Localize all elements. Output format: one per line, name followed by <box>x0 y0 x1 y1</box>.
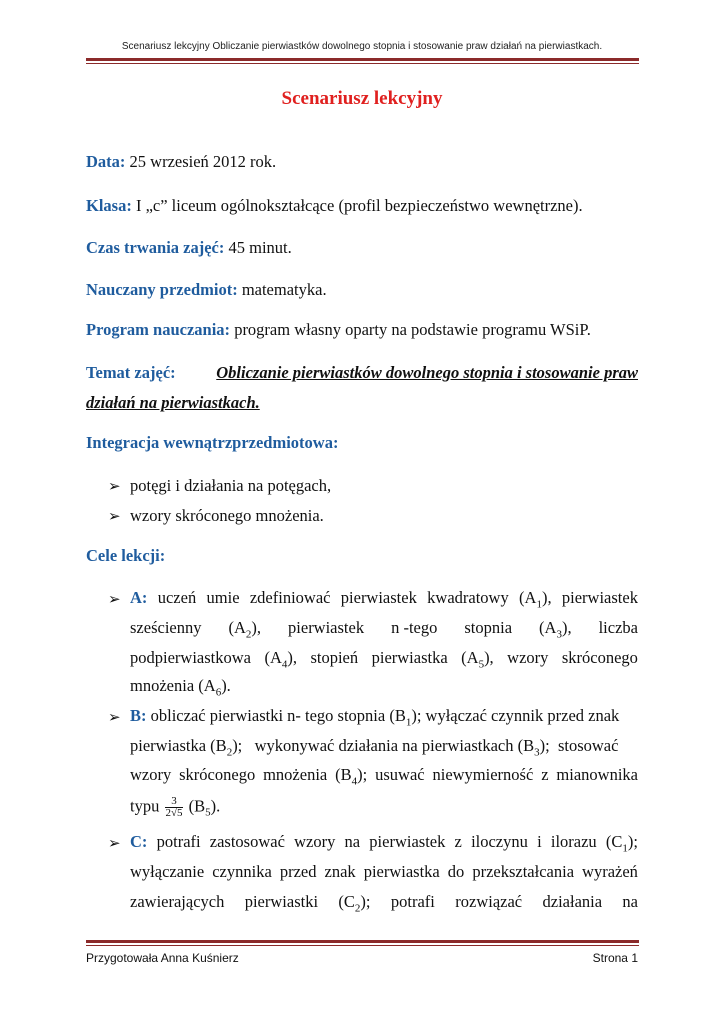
cel-a-label: A: <box>130 588 148 607</box>
cel-c-line-2: wyłączanie czynnika przed znak pierwiastka do przekształcania wyrażeń <box>130 862 638 881</box>
footer-rule-thin <box>86 945 639 946</box>
integracja-item: wzory skróconego mnożenia. <box>130 506 324 525</box>
cel-b-line-4: typu $\frac{3}{2√5}$ $(B_5)$. <box>130 795 221 819</box>
integracja-item: potęgi i działania na potęgach, <box>130 476 332 495</box>
cel-c-line-1: C: potrafi zastosować wzory na pierwiastek z iloczynu i ilorazu $(C_1)$; <box>130 832 638 855</box>
temat-line <box>86 363 638 383</box>
header-rule-thin <box>86 63 639 64</box>
przedmiot-line <box>86 280 327 300</box>
temat-line-2 <box>86 393 260 413</box>
integracja-heading: Integracja wewnątrzprzedmiotowa: <box>86 433 339 452</box>
data-value: 25 wrzesień 2012 rok. <box>125 152 277 171</box>
arrow-bullet-icon: ➢ <box>108 592 121 608</box>
klasa-value: I „c” liceum ogólnokształcące (profil bezpieczeństwo wewnętrzne). <box>131 196 583 215</box>
cel-a-line-2: sześcienny $(A_2)$, pierwiastek n -tego stopnia $(A_3)$, liczba <box>130 618 638 641</box>
cel-c-label: C: <box>130 832 148 851</box>
cel-b-label: B: <box>130 706 147 725</box>
arrow-bullet-icon: ➢ <box>108 509 121 525</box>
klasa-label: Klasa: <box>86 196 132 215</box>
cel-a-line-1: A: uczeń umie zdefiniować pierwiastek kwadratowy $(A_1)$, pierwiastek <box>130 588 638 611</box>
cel-c-line-3: zawierających pierwiastki $(C_2)$; potrafi rozwiązać działania na <box>130 892 638 915</box>
header-rule <box>86 58 639 61</box>
arrow-bullet-icon: ➢ <box>108 479 121 495</box>
temat-label: Temat zajęć: <box>86 363 176 382</box>
program-label: Program nauczania: <box>86 320 231 339</box>
data-label: Data: <box>86 152 126 171</box>
przedmiot-label: Nauczany przedmiot: <box>86 280 238 299</box>
czas-label: Czas trwania zajęć: <box>86 238 225 257</box>
program-value: program własny oparty na podstawie programu WSiP. <box>230 320 591 339</box>
temat-text-1: Obliczanie pierwiastków dowolnego stopnia i stosowanie praw <box>216 363 638 382</box>
cel-b-line-3: wzory skróconego mnożenia $(B_4)$; usuwać niewymierność z mianownika <box>130 765 638 788</box>
cel-a-line-4: mnożenia $(A_6)$. <box>130 676 231 699</box>
cel-b-line-2: pierwiastka $(B_2)$; wykonywać działania na pierwiastkach $(B_3)$; stosować <box>130 736 619 759</box>
cel-a-line-3: podpierwiastkowa $(A_4)$, stopień pierwiastka $(A_5)$, wzory skróconego <box>130 648 638 671</box>
czas-line <box>86 238 292 258</box>
data-line <box>86 152 276 172</box>
page-title: Scenariusz lekcyjny <box>281 88 443 109</box>
cele-heading: Cele lekcji: <box>86 546 166 565</box>
fraction: $\frac{3}{2√5}$ <box>165 795 183 819</box>
footer-page-number: Strona 1 <box>592 951 638 965</box>
arrow-bullet-icon: ➢ <box>108 710 121 726</box>
footer-author: Przygotowała Anna Kuśnierz <box>86 951 239 965</box>
temat-text-2: działań na pierwiastkach. <box>86 393 260 412</box>
cel-b-line-1: B: obliczać pierwiastki n- tego stopnia $(B_1)$; wyłączać czynnik przed znak <box>130 706 620 729</box>
przedmiot-value: matematyka. <box>237 280 327 299</box>
footer-rule <box>86 940 639 943</box>
czas-value: 45 minut. <box>224 238 292 257</box>
program-line <box>86 320 591 340</box>
running-header: Scenariusz lekcyjny Obliczanie pierwiastków dowolnego stopnia i stosowanie praw działań na pierwiastkach. <box>121 41 603 52</box>
arrow-bullet-icon: ➢ <box>108 836 121 852</box>
klasa-line <box>86 196 583 216</box>
